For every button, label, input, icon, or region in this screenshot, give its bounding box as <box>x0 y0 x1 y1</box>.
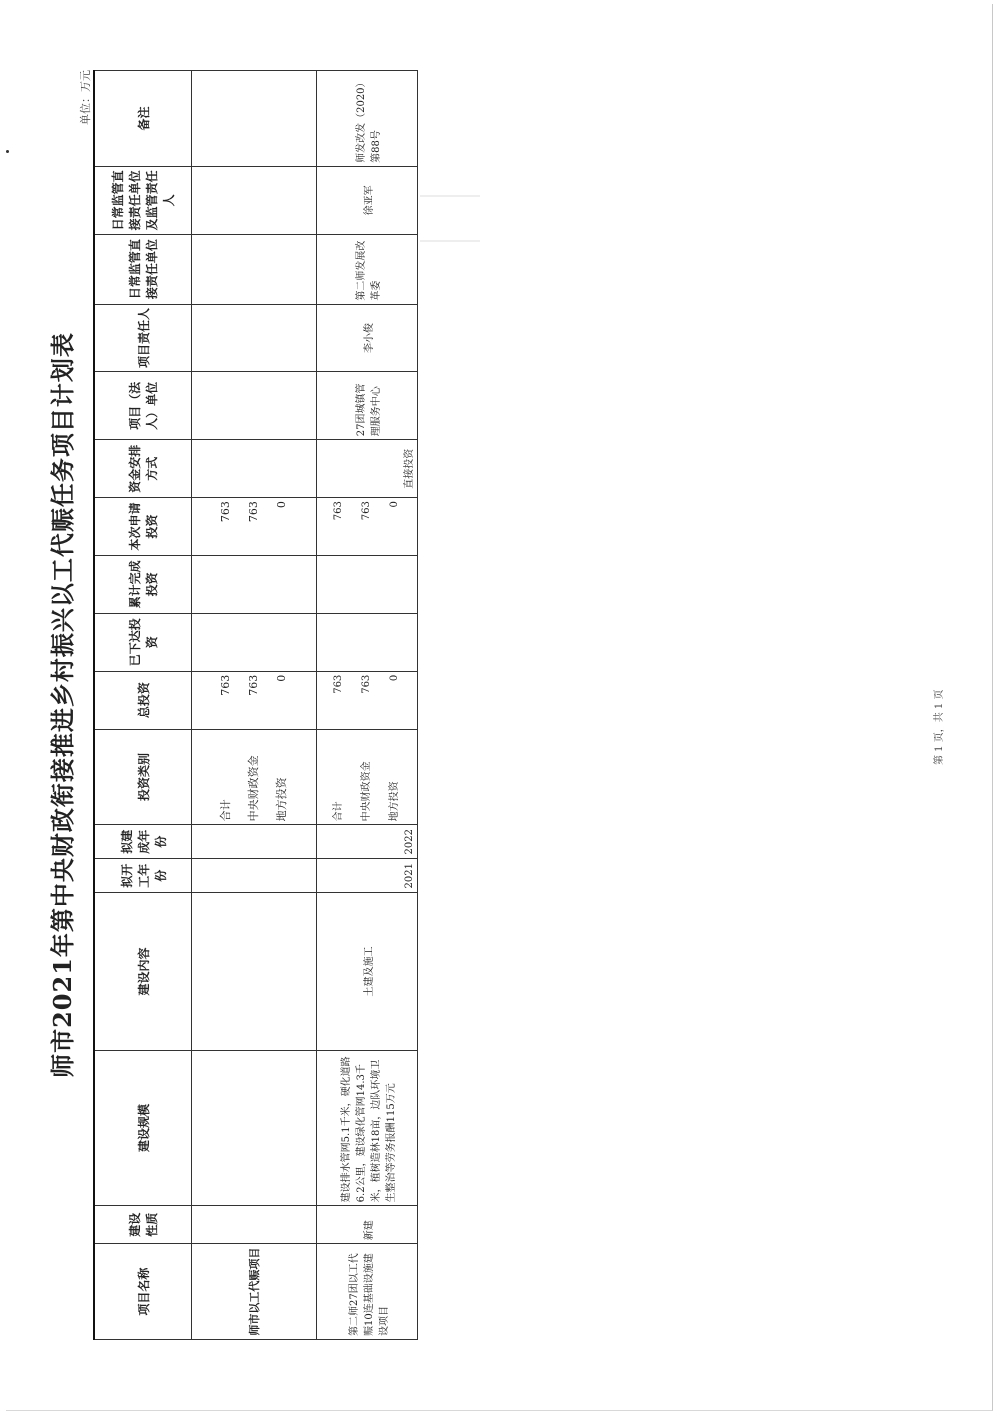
total-value: 0 <box>275 674 288 682</box>
invest-type-central: 中央财政资金 <box>247 755 260 822</box>
row1-done <box>192 555 317 613</box>
header-supervise-unit: 日常监管直接责任单位 <box>94 234 192 304</box>
row1-remark <box>192 71 317 167</box>
total-value: 763 <box>333 674 344 694</box>
invest-type-central: 中央财政资金 <box>361 761 372 822</box>
row2-name: 第二师27团以工代赈10连基础设施建设项目 <box>317 1244 418 1340</box>
row2-nature: 新建 <box>317 1206 418 1244</box>
table-row <box>192 71 317 1340</box>
unit-label: 单位：万元 <box>79 70 92 125</box>
row1-finish-year <box>192 825 317 859</box>
row1-name: 师市以工代赈项目 <box>192 1244 317 1340</box>
row2-content: 土建及施工 <box>317 893 418 1051</box>
row2-issued <box>317 613 418 671</box>
apply-value: 0 <box>389 501 400 508</box>
row2-supervise-person: 徐亚军 <box>317 166 418 234</box>
row1-unit-legal <box>192 372 317 440</box>
header-apply: 本次申请投资 <box>94 498 192 556</box>
invest-type-total: 合计 <box>219 799 232 822</box>
header-row <box>94 71 192 1340</box>
row1-fund-mode <box>192 440 317 498</box>
row2-apply <box>317 498 418 556</box>
table-row <box>317 71 418 1340</box>
row2-unit-legal: 27团城镇管理服务中心 <box>317 372 418 440</box>
row2-done <box>317 555 418 613</box>
document-title: 师市2021年第中央财政衔接推进乡村振兴以工代赈任务项目计划表 <box>48 332 77 1078</box>
row1-supervise-unit <box>192 234 317 304</box>
invest-type-total: 合计 <box>333 801 344 822</box>
row1-content <box>192 893 317 1051</box>
header-fund-mode: 资金安排方式 <box>94 440 192 498</box>
header-supervise-person: 日常监管直接责任单位及监管责任人 <box>94 166 192 234</box>
apply-value: 763 <box>247 501 260 523</box>
bleed-mark <box>420 240 480 242</box>
header-invest-type: 投资类别 <box>94 729 192 825</box>
apply-value: 763 <box>333 501 344 521</box>
plan-table <box>93 70 418 1340</box>
page-number: 第 1 页，共 1 页 <box>934 689 945 765</box>
row2-remark: 师发改发（2020）第88号 <box>317 71 418 167</box>
total-value: 763 <box>361 674 372 694</box>
row1-project-person <box>192 304 317 372</box>
apply-value: 0 <box>275 501 288 509</box>
invest-type-local: 地方投资 <box>275 777 288 822</box>
header-nature: 建设性质 <box>94 1206 192 1244</box>
row2-start-year: 2021 <box>317 859 418 893</box>
row1-total <box>192 671 317 729</box>
total-value: 0 <box>389 674 400 682</box>
header-total: 总投资 <box>94 671 192 729</box>
row2-finish-year: 2022 <box>317 825 418 859</box>
invest-type-local: 地方投资 <box>389 781 400 822</box>
rotated-sheet <box>43 70 413 1340</box>
row1-apply <box>192 498 317 556</box>
row2-fund-mode: 直接投资 <box>317 440 418 498</box>
row2-invest-types <box>317 729 418 825</box>
row1-issued <box>192 613 317 671</box>
total-value: 763 <box>219 674 232 696</box>
bleed-mark <box>420 195 480 197</box>
row1-invest-types <box>192 729 317 825</box>
row1-scale <box>192 1050 317 1206</box>
header-unit-legal: 项目（法人）单位 <box>94 372 192 440</box>
row2-scale: 建设排水管网5.1千米，硬化道路6.2公里，建设绿化管网14.3千米，植树造林18亩，边队环境卫生整治等劳务报酬115万元 <box>317 1050 418 1206</box>
row1-nature <box>192 1206 317 1244</box>
header-name: 项目名称 <box>94 1244 192 1340</box>
row1-start-year <box>192 859 317 893</box>
header-project-person: 项目责任人 <box>94 304 192 372</box>
apply-value: 763 <box>219 501 232 523</box>
row2-supervise-unit: 第二师发展改革委 <box>317 234 418 304</box>
header-content: 建设内容 <box>94 893 192 1051</box>
row2-project-person: 李小俊 <box>317 304 418 372</box>
header-start-year: 拟开工年份 <box>94 859 192 893</box>
header-scale: 建设规模 <box>94 1050 192 1206</box>
row2-total <box>317 671 418 729</box>
page-footer <box>930 655 970 765</box>
header-finish-year: 拟建成年份 <box>94 825 192 859</box>
header-issued: 已下达投资 <box>94 613 192 671</box>
header-done: 累计完成投资 <box>94 555 192 613</box>
header-remark: 备注 <box>94 71 192 167</box>
total-value: 763 <box>247 674 260 696</box>
speck <box>6 150 9 153</box>
row1-supervise-person <box>192 166 317 234</box>
apply-value: 763 <box>361 501 372 521</box>
